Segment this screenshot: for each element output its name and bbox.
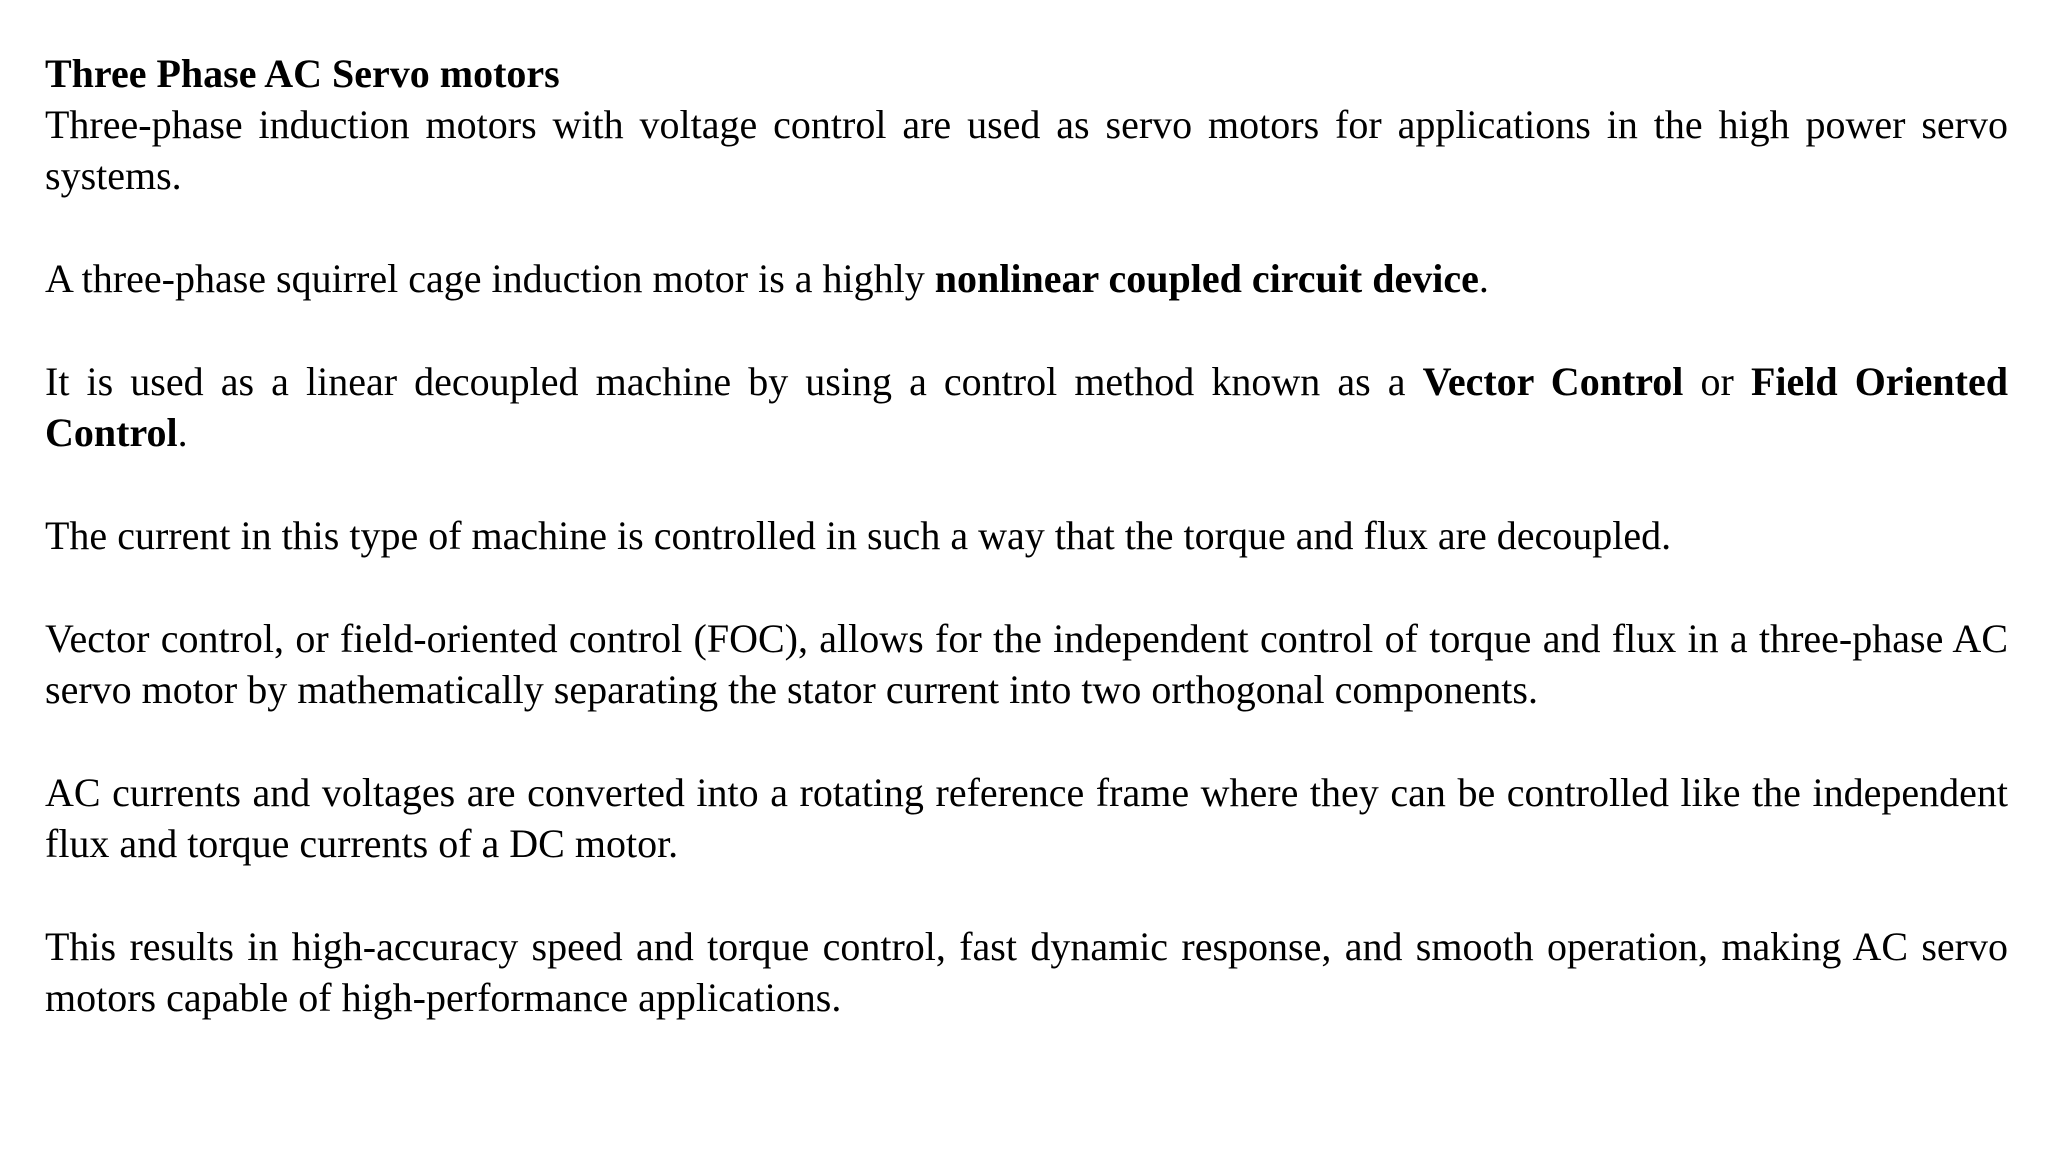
paragraph-squirrel-cage bbox=[45, 253, 2008, 304]
paragraph-text: It is used as a linear decoupled machine by using a control method known as a bbox=[45, 359, 1423, 404]
paragraph-decoupled-current: The current in this type of machine is controlled in such a way that the torque and flux are decoupled. bbox=[45, 513, 1672, 558]
paragraph-vector-control bbox=[45, 356, 2008, 458]
bold-term: Vector Control bbox=[1422, 359, 1684, 404]
page-title: Three Phase AC Servo motors bbox=[45, 51, 560, 96]
bold-term: nonlinear coupled circuit device bbox=[934, 256, 1479, 301]
paragraph-text: . bbox=[1478, 256, 1489, 301]
paragraph-text: . bbox=[177, 410, 188, 455]
document-page bbox=[45, 48, 2008, 1075]
paragraph-text: A three-phase squirrel cage induction motor is a highly bbox=[45, 256, 935, 301]
paragraph-reference-frame: AC currents and voltages are converted into a rotating reference frame where they can be controlled like the independent flux and torque currents of a DC motor. bbox=[45, 770, 2008, 866]
bold-term: Field Oriented Control bbox=[45, 359, 2008, 455]
paragraph-intro: Three-phase induction motors with voltage control are used as servo motors for applications in the high power servo systems. bbox=[45, 102, 2008, 198]
paragraph-results: This results in high-accuracy speed and torque control, fast dynamic response, and smooth operation, making AC servo motors capable of high-performance applications. bbox=[45, 924, 2008, 1020]
paragraph-foc: Vector control, or field-oriented control (FOC), allows for the independent control of torque and flux in a three-phase AC servo motor by mathematically separating the stator current into two orthogonal components. bbox=[45, 616, 2008, 712]
paragraph-text: or bbox=[1683, 359, 1751, 404]
